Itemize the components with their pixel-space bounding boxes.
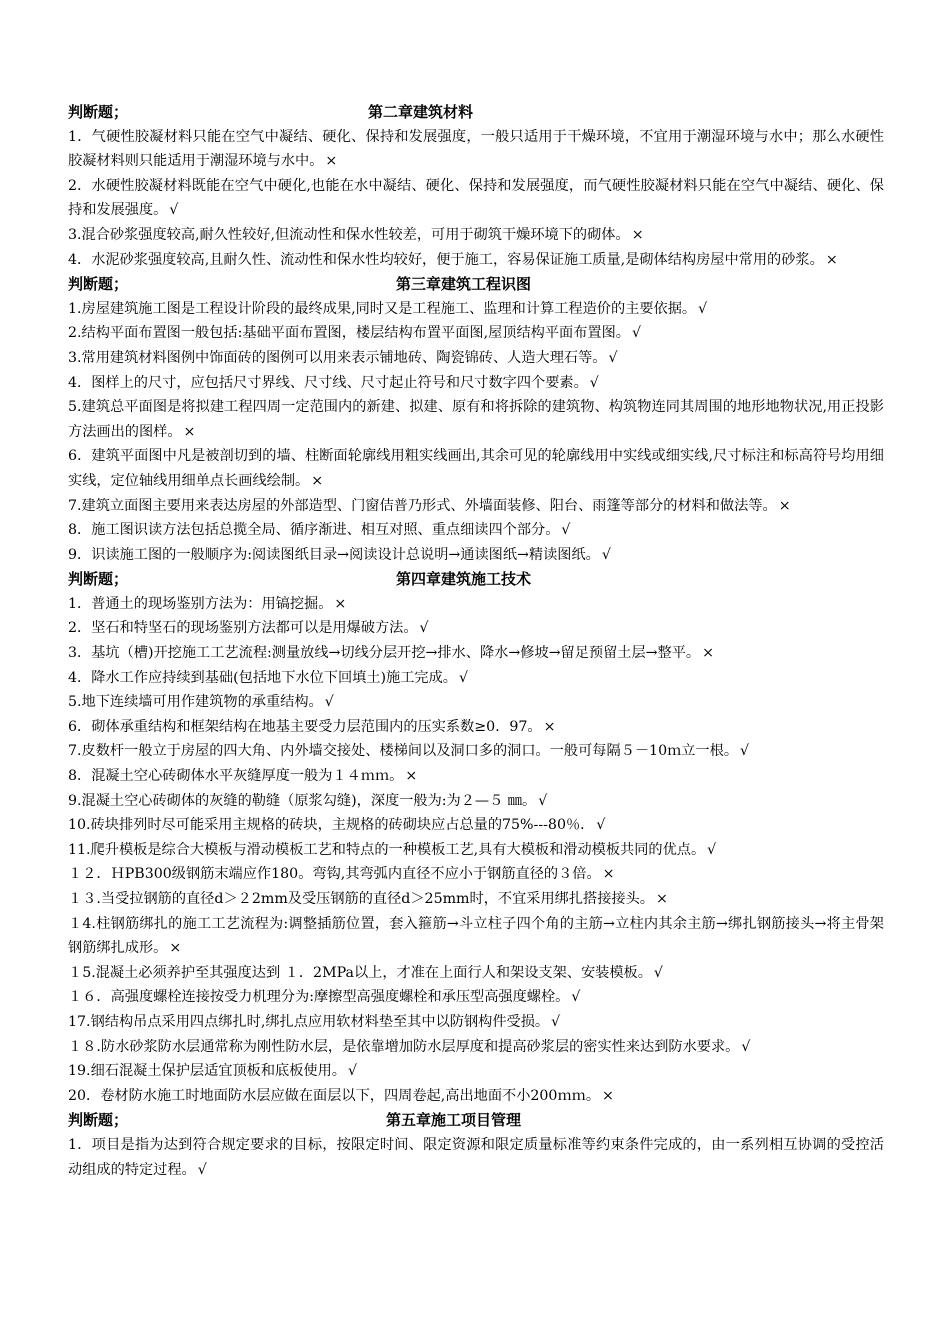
- section-title: 第四章建筑施工技术: [396, 570, 532, 589]
- section-title: 第二章建筑材料: [368, 103, 474, 121]
- list-item: 8．混凝土空心砖砌体水平灰缝厚度一般为１４ｍｍ。 ×: [68, 768, 418, 785]
- section-title: 第五章施工项目管理: [386, 1111, 522, 1130]
- answer-mark: ×: [631, 226, 644, 243]
- list-item: 4．水泥砂浆强度较高,且耐久性、流动性和保水性均较好，便于施工，容易保证施工质量,是砌体结构房屋中常用的砂浆。 ×: [68, 251, 838, 268]
- list-item: 10.砖块排列时尽可能采用主规格的砖块，主规格的砖砌块应占总量的75%---80％． √: [68, 817, 606, 834]
- answer-mark: ×: [334, 595, 347, 612]
- answer-mark: ×: [602, 866, 615, 883]
- list-item: 1．项目是指为达到符合规定要求的目标，按限定时间、限定资源和限定质量标准等约束条件完成的，由一系列相互协调的受控活动组成的特定过程。 √: [68, 1136, 884, 1178]
- answer-mark: √: [458, 669, 469, 686]
- list-item: 5.地下连续墙可用作建筑物的承重结构。 √: [68, 694, 334, 711]
- section-label: 判断题；: [68, 275, 129, 294]
- answer-mark: √: [653, 964, 663, 981]
- section-chapter-2: [68, 100, 884, 272]
- answer-mark: √: [698, 300, 708, 317]
- list-item: １８.防水砂浆防水层通常称为刚性防水层，是依靠增加防水层厚度和提高砂浆层的密实性来达到防水要求。 √: [68, 1038, 751, 1055]
- list-item: 1.房屋建筑施工图是工程设计阶段的最终成果,同时又是工程施工、监理和计算工程造价的主要依据。 √: [68, 300, 708, 317]
- answer-mark: √: [631, 325, 642, 342]
- answer-mark: √: [608, 349, 618, 366]
- list-item: 4．图样上的尺寸，应包括尺寸界线、尺寸线、尺寸起止符号和尺寸数字四个要素。 √: [68, 374, 599, 391]
- section-header: [68, 100, 884, 125]
- answer-mark: ×: [405, 768, 418, 785]
- answer-mark: √: [324, 694, 334, 711]
- answer-mark: √: [596, 817, 606, 834]
- list-item: 1．气硬性胶凝材料只能在空气中凝结、硬化、保持和发展强度，一般只适用于干燥环境，不宜用于潮湿环境与水中；那么水硬性胶凝材料则只能适用于潮湿环境与水中。 ×: [68, 128, 884, 170]
- list-item: 2.结构平面布置图一般包括:基础平面布置图，楼层结构布置平面图,屋顶结构平面布置图。 √: [68, 325, 642, 342]
- list-item: 8．施工图识读方法包括总揽全局、循序渐进、相互对照、重点细读四个部分。 √: [68, 522, 571, 539]
- document-page: [68, 100, 884, 1182]
- answer-mark: √: [197, 1161, 207, 1178]
- section-label: 判断题；: [68, 570, 129, 589]
- answer-mark: ×: [543, 718, 556, 735]
- section-header: [68, 1108, 884, 1133]
- list-item: １３.当受拉钢筋的直径d＞２2mm及受压钢筋的直径d＞25mm时，不宜采用绑扎搭接接头。 ×: [68, 891, 668, 907]
- list-item: 20．卷材防水施工时地面防水层应做在面层以下，四周卷起,高出地面不小200ｍｍ。 ×: [68, 1087, 614, 1104]
- answer-mark: ×: [325, 153, 338, 170]
- list-item: 6．砌体承重结构和框架结构在地基主要受力层范围内的压实系数≥0．97。 ×: [68, 718, 556, 735]
- list-item: 3．基坑（槽)开挖施工工艺流程:测量放线→切线分层开挖→排水、降水→修坡→留足预留土层→整平。 ×: [68, 645, 714, 662]
- answer-mark: √: [538, 792, 548, 809]
- section-header: [68, 567, 884, 592]
- list-item: １4.柱钢筋绑扎的施工工艺流程为:调整插筋位置，套入箍筋→斗立柱子四个角的主筋→立柱内其余主筋→绑扎钢筋接头→将主骨架钢筋绑扎成形。 ×: [68, 915, 884, 957]
- list-item: 5.建筑总平面图是将拟建工程四周一定范围内的新建、拟建、原有和将拆除的建筑物、构筑物连同其周围的地形地物状况,用正投影方法画出的图样。 ×: [68, 399, 884, 440]
- answer-mark: ×: [311, 472, 324, 489]
- answer-mark: √: [707, 841, 717, 858]
- list-item: 19.细石混凝土保护层适宜顶板和底板使用。 √: [68, 1063, 357, 1080]
- section-title: 第三章建筑工程识图: [396, 275, 532, 294]
- list-item: 6．建筑平面图中凡是被剖切到的墙、柱断面轮廓线用粗实线画出,其余可见的轮廓线用中实线或细实线,尺寸标注和标高符号均用细实线，定位轴线用细单点长画线绘制。 ×: [68, 448, 884, 489]
- list-item: 2．坚石和特坚石的现场鉴别方法都可以是用爆破方法。 √: [68, 620, 429, 637]
- answer-mark: ×: [825, 251, 838, 268]
- section-chapter-5: [68, 1108, 884, 1182]
- answer-mark: ×: [778, 497, 791, 514]
- section-header: [68, 272, 884, 297]
- list-item: 7.建筑立面图主要用来表达房屋的外部造型、门窗佶普乃形式、外墙面装修、阳台、雨篷等部分的材料和做法等。 ×: [68, 497, 791, 514]
- answer-mark: √: [741, 1038, 751, 1055]
- answer-mark: ×: [183, 423, 196, 440]
- answer-mark: ×: [169, 940, 182, 957]
- section-chapter-3: [68, 272, 884, 567]
- answer-mark: ×: [702, 645, 714, 662]
- answer-mark: √: [571, 989, 581, 1006]
- section-chapter-4: [68, 567, 884, 1108]
- list-item: １２．ＨPB300级钢筋末端应作180。弯钩,其弯弧内直径不应小于钢筋直径的３倍。 ×: [68, 866, 615, 883]
- list-item: １5.混凝土必须养护至其强度达到 １．2MPa以上，才准在上面行人和架设支架、安装模板。 √: [68, 964, 663, 981]
- list-item: 7.皮数杆一般立于房屋的四大角、内外墙交接处、楼梯间以及洞口多的洞口。一般可每隔５－10ｍ立一根。 √: [68, 743, 750, 760]
- list-item: 9．识读施工图的一般顺序为:阅读图纸目录→阅读设计总说明→通读图纸→精读图纸。 √: [68, 546, 611, 563]
- list-item: 11.爬升模板是综合大模板与滑动模板工艺和特点的一种模板工艺,具有大模板和滑动模板共同的优点。 √: [68, 841, 717, 858]
- answer-mark: √: [551, 1013, 561, 1030]
- list-item: 4．降水工作应持续到基础(包括地下水位下回填土)施工完成。 √: [68, 669, 469, 686]
- answer-mark: ×: [602, 1087, 614, 1104]
- answer-mark: ×: [655, 891, 668, 907]
- list-item: 2．水硬性胶凝材料既能在空气中硬化,也能在水中凝结、硬化、保持和发展强度，而气硬性胶凝材料只能在空气中凝结、硬化、保持和发展强度。 √: [68, 177, 884, 219]
- answer-mark: √: [347, 1063, 357, 1080]
- section-label: 判断题；: [68, 103, 129, 121]
- answer-mark: √: [601, 546, 611, 563]
- answer-mark: √: [169, 202, 179, 219]
- list-item: 17.钢结构吊点采用四点绑扎时,绑扎点应用软材料垫至其中以防钢构件受损。 √: [68, 1013, 561, 1030]
- list-item: 3.混合砂浆强度较高,耐久性较好,但流动性和保水性较差，可用于砌筑干燥环境下的砌体。 ×: [68, 226, 644, 243]
- list-item: 1．普通土的现场鉴别方法为：用镐挖掘。 ×: [68, 595, 347, 612]
- list-item: 3.常用建筑材料图例中饰面砖的图例可以用来表示铺地砖、陶瓷锦砖、人造大理石等。 √: [68, 349, 618, 366]
- answer-mark: √: [740, 743, 750, 760]
- list-item: １６．高强度螺栓连接按受力机理分为:摩擦型高强度螺栓和承压型高强度螺栓。 √: [68, 989, 581, 1006]
- answer-mark: √: [561, 522, 571, 539]
- answer-mark: √: [589, 374, 599, 391]
- list-item: 9.混凝土空心砖砌体的灰缝的勒缝（原浆勾缝)，深度一般为:为２—５ ㎜。 √: [68, 792, 548, 809]
- answer-mark: √: [419, 620, 429, 637]
- section-label: 判断题；: [68, 1111, 129, 1130]
